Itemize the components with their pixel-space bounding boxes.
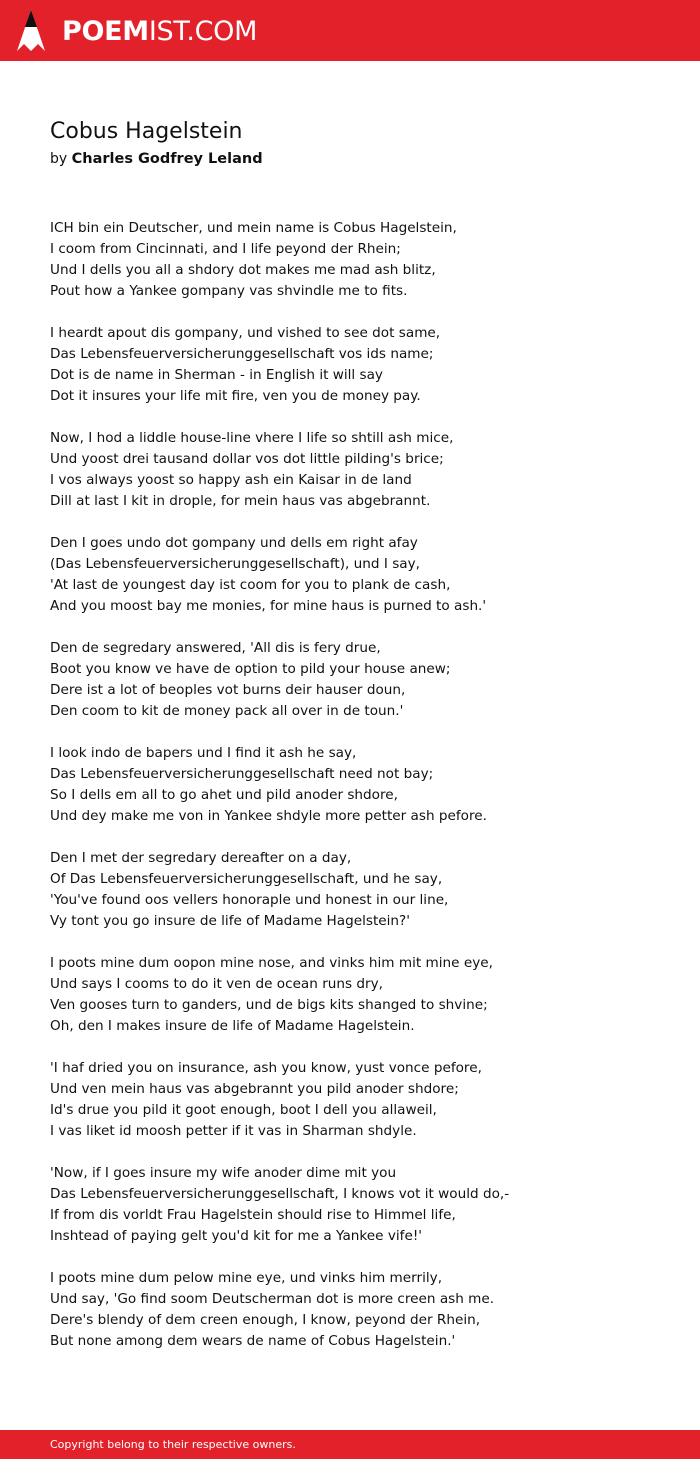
poem-line: Inshtead of paying gelt you'd kit for me a Yankee vife!' <box>50 1228 423 1244</box>
poem-line: Dill at last I kit in drople, for mein haus vas abgebrannt. <box>50 493 431 509</box>
poem-line: Of Das Lebensfeuerversicherunggesellschaft, und he say, <box>50 871 443 887</box>
poem-line: Den coom to kit de money pack all over in de toun.' <box>50 703 404 719</box>
poem-stanza <box>50 638 670 722</box>
poem-line: 'Now, if I goes insure my wife anoder dime mit you <box>50 1165 397 1181</box>
poem-line: Dot is de name in Sherman - in English it will say <box>50 367 383 383</box>
poem-line: I vas liket id moosh petter if it vas in Sharman shdyle. <box>50 1123 417 1139</box>
site-logo-text <box>62 15 258 47</box>
poem-line: Und says I cooms to do it ven de ocean runs dry, <box>50 976 384 992</box>
poem-line: Den de segredary answered, 'All dis is fery drue, <box>50 640 381 656</box>
poem-line: Das Lebensfeuerversicherunggesellschaft need not bay; <box>50 766 434 782</box>
site-header <box>0 0 700 61</box>
poem-line: (Das Lebensfeuerversicherunggesellschaft), und I say, <box>50 556 420 572</box>
poem-stanza <box>50 1268 670 1352</box>
poem-line: 'I haf dried you on insurance, ash you know, yust vonce pefore, <box>50 1060 482 1076</box>
site-footer <box>0 1430 700 1459</box>
poem-line: Und dey make me von in Yankee shdyle more petter ash pefore. <box>50 808 487 824</box>
pencil-tip-icon <box>16 9 46 53</box>
poem-line: If from dis vorldt Frau Hagelstein should rise to Himmel life, <box>50 1207 456 1223</box>
logo-word-light: IST.COM <box>148 15 258 47</box>
poem-line: I look indo de bapers und I find it ash he say, <box>50 745 357 761</box>
poem-line: Den I goes undo dot gompany und dells em right afay <box>50 535 418 551</box>
poem-line: Den I met der segredary dereafter on a day, <box>50 850 352 866</box>
poem-stanza <box>50 218 670 302</box>
poem-line: Und say, 'Go find soom Deutscherman dot is more creen ash me. <box>50 1291 495 1307</box>
poem-line: Now, I hod a liddle house-line vhere I life so shtill ash mice, <box>50 430 454 446</box>
poem-title: Cobus Hagelstein <box>50 119 243 144</box>
poem-stanza <box>50 1163 670 1247</box>
poem-line: Und ven mein haus vas abgebrannt you pild anoder shdore; <box>50 1081 459 1097</box>
poem-line: Das Lebensfeuerversicherunggesellschaft vos ids name; <box>50 346 434 362</box>
poem-line: Dere's blendy of dem creen enough, I know, peyond der Rhein, <box>50 1312 481 1328</box>
poem-line: Vy tont you go insure de life of Madame Hagelstein?' <box>50 913 410 929</box>
poem-line: But none among dem wears de name of Cobus Hagelstein.' <box>50 1333 456 1349</box>
poem-line: 'At last de youngest day ist coom for you to plank de cash, <box>50 577 451 593</box>
poem-body <box>50 218 670 1373</box>
by-label: by <box>50 151 68 167</box>
copyright-text: Copyright belong to their respective owners. <box>50 1438 296 1451</box>
poem-stanza <box>50 848 670 932</box>
poem-line: So I dells em all to go ahet und pild anoder shdore, <box>50 787 398 803</box>
poem-line: I coom from Cincinnati, and I life peyond der Rhein; <box>50 241 401 257</box>
logo-word-bold: POEM <box>62 15 149 47</box>
poem-stanza <box>50 323 670 407</box>
poem-stanza <box>50 428 670 512</box>
poem-line: I poots mine dum pelow mine eye, und vinks him merrily, <box>50 1270 443 1286</box>
author-link[interactable]: Charles Godfrey Leland <box>71 151 263 167</box>
poem-line: I heardt apout dis gompany, und vished to see dot same, <box>50 325 441 341</box>
poem-line: And you moost bay me monies, for mine haus is purned to ash.' <box>50 598 487 614</box>
poem-line: Dere ist a lot of beoples vot burns deir hauser doun, <box>50 682 406 698</box>
poem-line: Ven gooses turn to ganders, und de bigs kits shanged to shvine; <box>50 997 488 1013</box>
poem-line: Pout how a Yankee gompany vas shvindle me to fits. <box>50 283 408 299</box>
poem-line: Id's drue you pild it goot enough, boot I dell you allaweil, <box>50 1102 437 1118</box>
poem-line: Oh, den I makes insure de life of Madame Hagelstein. <box>50 1018 415 1034</box>
poem-stanza <box>50 533 670 617</box>
site-logo-link[interactable] <box>16 8 257 54</box>
poem-line: 'You've found oos vellers honoraple und honest in our line, <box>50 892 449 908</box>
poem-line: Boot you know ve have de option to pild your house anew; <box>50 661 451 677</box>
poem-line: Das Lebensfeuerversicherunggesellschaft, I knows vot it would do,- <box>50 1186 510 1202</box>
byline <box>50 148 263 170</box>
poem-line: Dot it insures your life mit fire, ven you de money pay. <box>50 388 421 404</box>
poem-line: Und I dells you all a shdory dot makes me mad ash blitz, <box>50 262 436 278</box>
poem-stanza <box>50 743 670 827</box>
poem-line: I poots mine dum oopon mine nose, and vinks him mit mine eye, <box>50 955 493 971</box>
poem-stanza <box>50 953 670 1037</box>
poem-line: I vos always yoost so happy ash ein Kaisar in de land <box>50 472 412 488</box>
poem-line: Und yoost drei tausand dollar vos dot little pilding's brice; <box>50 451 444 467</box>
poem-line: ICH bin ein Deutscher, und mein name is Cobus Hagelstein, <box>50 220 457 236</box>
poem-stanza <box>50 1058 670 1142</box>
